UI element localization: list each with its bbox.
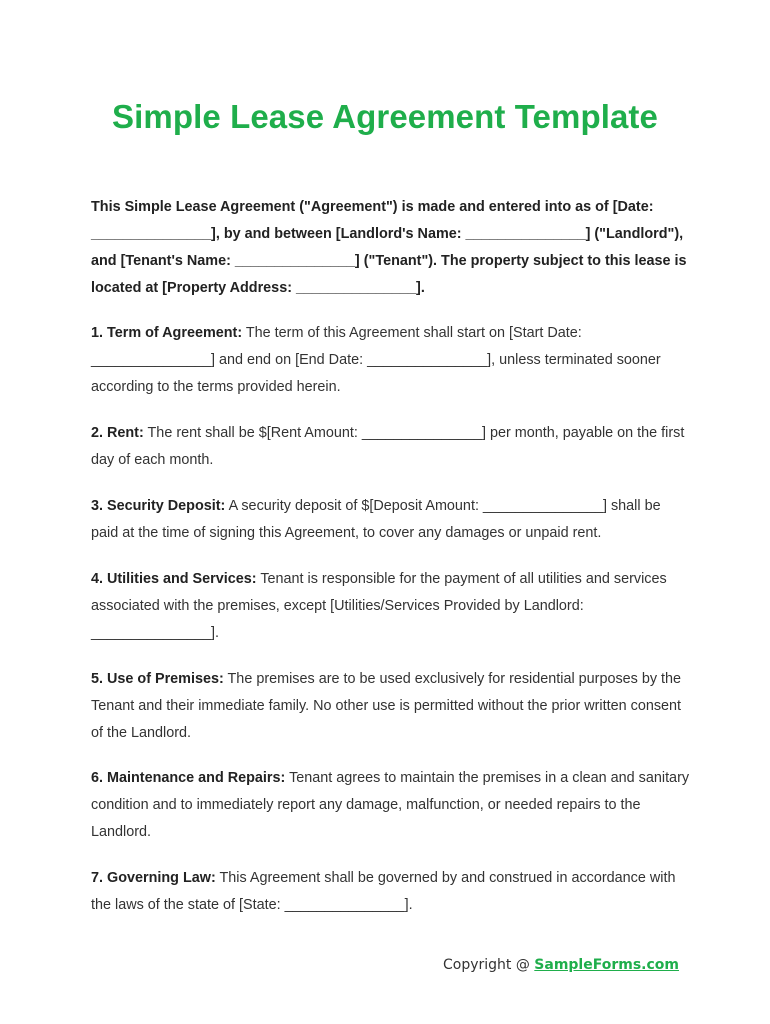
copyright-footer: [443, 957, 679, 973]
section-heading: 7. Governing Law:: [91, 870, 216, 886]
section-maintenance-and-repairs: [91, 765, 691, 846]
section-rent: [91, 420, 691, 474]
section-governing-law: [91, 865, 691, 919]
intro-paragraph: This Simple Lease Agreement ("Agreement") is made and entered into as of [Date: _______________], by and between [Landlord's Name: _______________] ("Landlord"), and [Tenant's Name: _______________] ("Tenant"). The property subject to this lease is located at [Property Address: _______________].: [91, 199, 687, 296]
copyright-label: Copyright @: [442, 957, 535, 973]
section-heading: 6. Maintenance and Repairs:: [91, 770, 286, 786]
section-body: This Agreement shall be governed by and construed in accordance with the laws of the state of [State: _______________].: [91, 870, 676, 913]
section-body: Tenant agrees to maintain the premises in a clean and sanitary condition and to immediately report any damage, malfunction, or needed repairs to the Landlord.: [91, 770, 690, 840]
section-heading: 1. Term of Agreement:: [91, 325, 243, 341]
brand-link[interactable]: SampleForms.com: [534, 957, 679, 973]
section-body: The premises are to be used exclusively for residential purposes by the Tenant and their immediate family. No other use is permitted without the prior written consent of the Landlord.: [91, 671, 682, 741]
section-body: The term of this Agreement shall start on [Start Date: _______________] and end on [End Date: _______________], unless terminated sooner according to the terms provided herein.: [91, 325, 661, 395]
document-title: Simple Lease Agreement Template: [112, 98, 658, 135]
section-use-of-premises: [91, 666, 691, 747]
section-heading: 3. Security Deposit:: [91, 498, 226, 514]
section-term-of-agreement: [91, 320, 691, 401]
section-heading: 4. Utilities and Services:: [91, 571, 257, 587]
section-utilities-and-services: [91, 566, 691, 647]
section-body: A security deposit of $[Deposit Amount: _______________] shall be paid at the time of signing this Agreement, to cover any damages or unpaid rent.: [91, 498, 661, 541]
section-body: The rent shall be $[Rent Amount: _______________] per month, payable on the first day of each month.: [91, 425, 685, 468]
section-heading: 2. Rent:: [91, 425, 144, 441]
section-body: Tenant is responsible for the payment of all utilities and services associated with the premises, except [Utilities/Services Provided by Landlord: _______________].: [91, 571, 667, 641]
section-security-deposit: [91, 493, 691, 547]
section-heading: 5. Use of Premises:: [91, 671, 224, 687]
